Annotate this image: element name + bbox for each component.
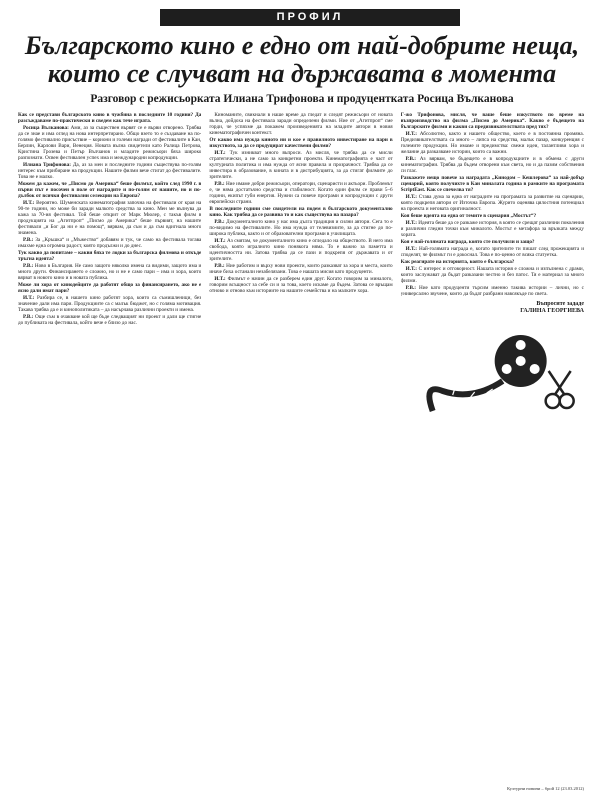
question-text: Можем да кажем, че „Писмо до Америка“ беше филмът, който след 1990 г. в първи път е посочен в поле от наградите и по-голям от нашите, но и по-дълбок от всички фестивални селекции на Европа?	[18, 181, 202, 199]
interview-question	[209, 137, 392, 149]
interview-answer	[401, 194, 584, 212]
question-text: В последните години сме свидетели на подем в българското документално кино. Как трябва да се развива то и как съществува на пазара?	[209, 206, 393, 218]
speaker-label: Р.В.:	[214, 181, 226, 187]
answer-text: Разбира се, в нашето кино работят хора, които са съмишленици, без значение дали има пари. Продукциите са с малък бюджет, но с голяма мотивация. Такава трябва да е и кинополитиката – да насърчава различни проекти и имена.	[18, 295, 202, 313]
byline-label: Въпросите зададе	[536, 301, 584, 307]
answer-text: Ние имаме добри режисьори, оператори, сценаристи и актьори. Проблемът е, че няма достатъчно средства и стабилност. Когато един филм се прави 5–6 години, екипът губи енергия. Нужни са повече програми и копродукции с други европейски страни.	[209, 181, 393, 205]
article-column-3	[401, 112, 584, 784]
interview-answer	[18, 200, 201, 236]
answer-text: Документалното кино у нас има дълга традиция и силни автори. Сега то е по-видимо на фестивалите. Но има нужда от телевизиите, за да стигне до по-широка публика, както и от образователни програми в училищата.	[209, 219, 393, 237]
interview-answer	[209, 238, 392, 262]
interview-answer	[18, 125, 201, 161]
interview-answer	[209, 181, 392, 205]
interview-answer	[209, 219, 392, 237]
question-text: Коя е най-голямата награда, която сте получили и защо?	[400, 239, 535, 245]
interview-answer	[209, 276, 392, 294]
interview-question	[401, 213, 584, 219]
speaker-label: И.Т.:	[214, 276, 228, 282]
article-column-1	[18, 112, 201, 784]
question-text: Как реагирате на историята, която е българска?	[400, 259, 515, 265]
interview-question	[209, 206, 392, 218]
interview-answer	[401, 156, 584, 174]
interview-answer	[18, 162, 201, 180]
interview-answer	[209, 150, 392, 180]
speaker-label: Р.В.:	[405, 285, 420, 291]
answer-text: Ние като продуценти търсим именно такива истории – лични, но с универсално звучене, които да бъдат разбрани навсякъде по света.	[400, 285, 584, 297]
speaker-label: И.Т.:	[23, 295, 37, 301]
column-3-text	[401, 112, 584, 297]
interview-question	[401, 259, 584, 265]
answer-text: За „Кръшка“ и „Мъжество“ добавям и тук, че само на фестивала тогава имахме една огромна радост, която продължи и до днес.	[18, 237, 202, 249]
interview-question	[18, 181, 201, 199]
answer-text: Вероятно. Шуменската кинематография започна на фестивали от края на 90-те години, но може би заради малкото средства за кино. Мен ме вълнува да кажа за 70-ия фестивал. Той беше открит от Марк Мюлер, с такъв филм в продукцията на „Агитпроп“ „Писмо до Америка“ беше първият, на нашите фестивали „и Бог да ни е на помощ“, вярвам, да съм и да съм вдигнала много знамена.	[18, 200, 202, 236]
speaker-label: И.Т.:	[405, 131, 420, 137]
interview-answer	[18, 263, 201, 281]
interview-answer	[401, 220, 584, 238]
interview-answer	[401, 246, 584, 258]
interview-answer	[401, 285, 584, 297]
answer-text: Става дума за една от наградите на програмата за развитие на сценарии, която подкрепя автори от Източна Европа. Журито оценява цялостния потенциал на проекта и неговата оригиналност.	[400, 194, 584, 212]
article-headline: Българското кино е едно от най-добрите неща, които се случват на държавата в момента	[24, 31, 580, 88]
speaker-label: И.Т.:	[214, 238, 228, 244]
question-text: От какво има нужда киното ни и кое е правилното инвестиране на пари в изкуството, за да се продуцират качествени филми?	[209, 137, 393, 149]
speaker-label: Илиана Трифонова:	[23, 162, 73, 168]
interview-question	[401, 112, 584, 130]
article-subtitle: Разговор с режисьорката Илиана Трифонова и продуцентката Росица Вълканова	[90, 93, 514, 105]
speaker-label: И.Т.:	[23, 200, 37, 206]
interview-question	[18, 282, 201, 294]
byline-author: ГАЛИНА ГЕОРГИЕВА	[520, 308, 584, 314]
interview-question	[401, 239, 584, 245]
answer-text: Киноманите, свикнали в наше време да гледат и следят режисьори от новата вълна, дойдоха на фестивала заради определени филми. Ние от „Агитпроп“ сме горди, че успяхме да покажем произведенията на младите автори в новия кинематографичен контекст.	[209, 112, 393, 136]
speaker-label: И.Т.:	[214, 150, 230, 156]
answer-text: Идеята беше да се разкаже история, в която се срещат различни поколения и различни гледни точки към миналото. Мостът е метафора за връзката между хората.	[400, 220, 584, 238]
answer-text: Абсолютно, както и нашето общество, което е в постоянна промяна. Предизвикателствата са много – липса на средства, малък пазар, конкуренция с големите продукции. Но имаме и предимства: свежи идеи, талантливи хора и желание да разказваме истории, които са важни.	[400, 131, 584, 155]
answer-text: Тук изникват много въпроси. Аз мисля, че трябва да се мисли стратегически, а не само за конкретни проекти. Кинематографията е част от културната политика и има нужда от ясни правила и прозрачност. Трябва да се инвестира в образование, в кината и в дистрибуцията, за да стигат филмите до зрителите.	[209, 150, 393, 180]
speaker-label: И.Т.:	[405, 194, 419, 200]
section-rubric: ПРОФИЛ	[160, 9, 460, 26]
speaker-label: Р.В.:	[405, 156, 420, 162]
answer-text: Още съм в очакване кой ще бъде следващият ни проект и дали ще стигне до публиката на фестивала, който вече е близо до нас.	[18, 314, 202, 326]
question-text: Тук какво да попитаме – какви бяха те лодки за българска филмова и откъде тръгна идеята?	[18, 250, 202, 262]
speaker-label: И.Т.:	[405, 266, 419, 272]
answer-text: Аз вярвам, че бъдещето е в копродукциите и в обмена с други кинематографии. Трябва да бъдем отворени към света, но и да пазим собствения си глас.	[400, 156, 584, 174]
speaker-label: Р.В.:	[214, 219, 227, 225]
question-text: Може ли хора от кинодейците да работят общо за финансирането, ако не е ясно дали имат пари?	[18, 282, 202, 294]
interview-answer	[401, 266, 584, 284]
interview-question	[18, 112, 201, 124]
speaker-label: И.Т.:	[405, 220, 419, 226]
interview-answer	[209, 112, 392, 136]
speaker-label: Р.В.:	[23, 237, 36, 243]
byline	[401, 301, 584, 315]
answer-text: Филмът е начин да се разберем един друг. Когато говорим за миналото, говорим всъщност за себе си и за това, което искаме да бъдем. Затова се връщам отново и отново към историите на нашите семейства и на малките хора.	[209, 276, 393, 294]
article-body	[18, 112, 584, 784]
interview-question	[401, 175, 584, 193]
question-text: Г-жо Трифонова, мисля, че ваше беше изкуството по време на възпроизводство на филма „Писмо до Америка“. Какво е бъдещето на българските филми и какви са предизвикателствата пред тях?	[400, 112, 584, 130]
answer-text: Аз смятам, че документалното кино е огледало на обществото. В него има свобода, която игралното кино понякога няма. То е важно за паметта и идентичността ни. Затова трябва да се пази и подкрепя от държавата и от зрителите.	[209, 238, 393, 262]
answer-text: С интерес и отговорност. Нашата история е сложна и изпълнена с драми, които заслужават да бъдат разказани честно и без патос. Тя е материал за много филми.	[400, 266, 584, 284]
interview-question	[18, 250, 201, 262]
question-text: Как се представи българското кино в чужбина в последните 10 години? Да разсъждаваме по-практически и сведем как тече играта.	[18, 112, 202, 124]
page-footer: Културни новини – брой 12 (23.03.2012)	[506, 786, 584, 791]
interview-answer	[401, 131, 584, 155]
film-reel-and-scissors-icon	[401, 321, 584, 417]
article-column-2	[209, 112, 392, 784]
answer-text: Да, аз за мен и последните години съществува по-голям интерес към прибиране на продукции. Нашите филми вече стигат до фестивалите. Това не е малко.	[18, 162, 202, 180]
interview-answer	[18, 314, 201, 326]
speaker-label: Р.В.:	[214, 263, 227, 269]
speaker-label: Росица Вълканова:	[23, 125, 71, 131]
question-text: Разкажете нещо повече за наградата „Кинодом – Кешлерова“ за най-добър сценарий, която получихте в Кан миналата година в рамките на програмата ScriptEast. Как се спечелва тя?	[400, 175, 584, 193]
question-text: Коя беше идеята на една от темите в сценария „Мостът“?	[400, 213, 537, 219]
answer-text: Ново в България. Не само защото няколко имена са видими, защото има и много други. Финансирането е сложно, но и не е само пари – има и хора, които вярват в новото кино и в новата публика.	[18, 263, 202, 281]
interview-answer	[18, 237, 201, 249]
answer-text: Ами, аз за съществен вървят се е върви отворено. Трябва да се знае и има оглед на нова интерпретирано. Общо взето то е създаване на по-голямо фестивално присъствие – кориони и големи награди от фестивалите в Кан, Берлин, Карлови Вари, Венеция. Новата вълна свидетели като Ралица Петрова, Кристина Грозева и Петър Вълчанов и младите режисьори бяха широко разпознати. Освен фестивален успех има и международни копродукции.	[18, 125, 202, 161]
speaker-label: Р.В.:	[23, 263, 35, 269]
interview-answer	[18, 295, 201, 313]
answer-text: Ние работим и върху нови проекти, които разказват за хора и места, които иначе биха останали незабелязани. Това е нашата мисия като продуценти.	[209, 263, 393, 275]
interview-answer	[209, 263, 392, 275]
speaker-label: И.Т.:	[405, 246, 419, 252]
speaker-label: Р.В.:	[23, 314, 35, 320]
answer-text: Най-голямата награда е, когато зрителите ти пишат след прожекцията и споделят, че филмът ги е докоснал. Това е по-ценно от всяка статуетка.	[400, 246, 584, 258]
